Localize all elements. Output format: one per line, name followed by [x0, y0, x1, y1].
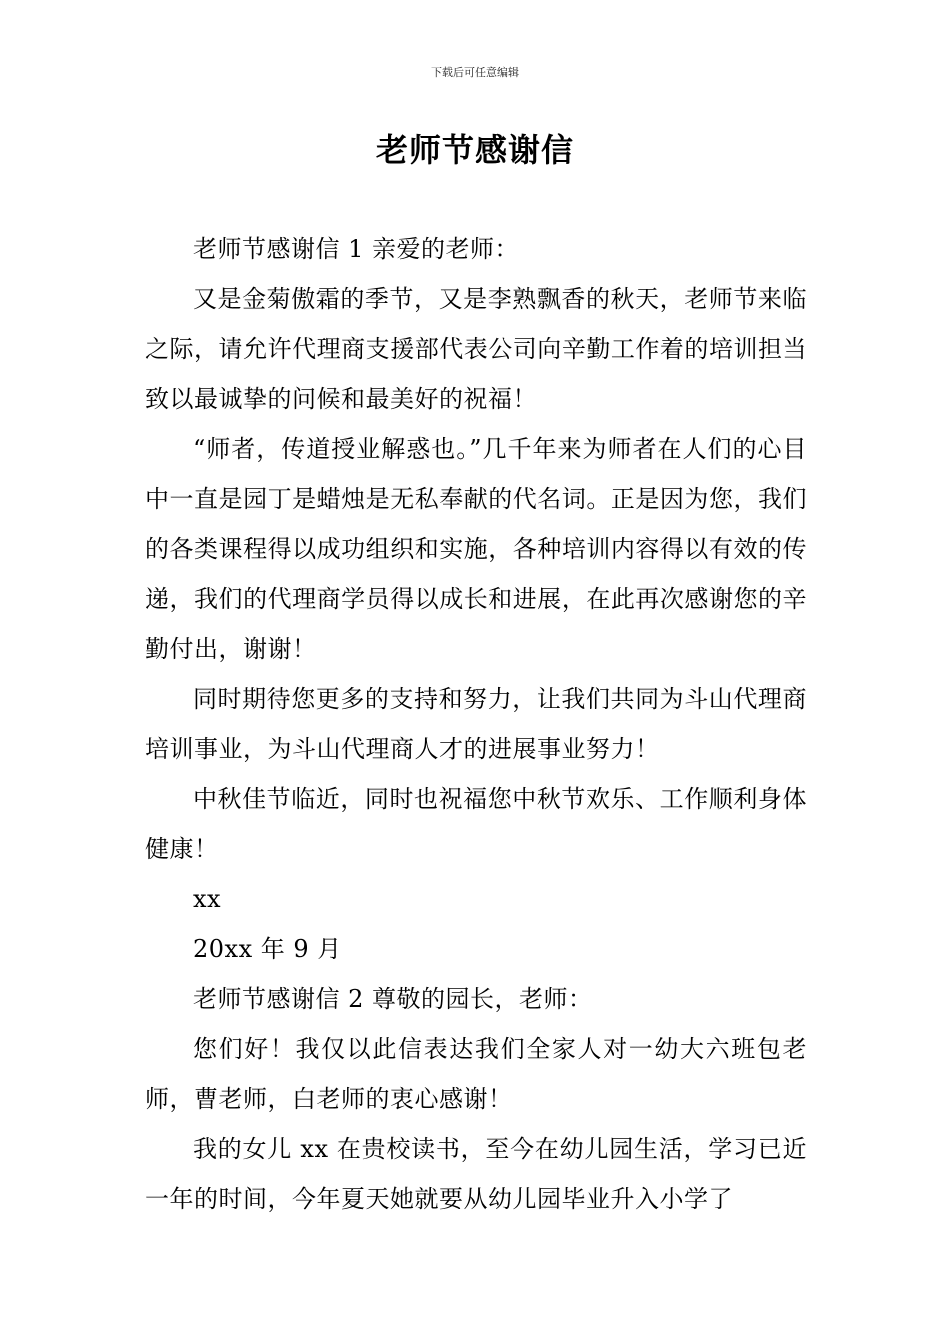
header-note: 下载后可任意编辑 — [431, 66, 519, 79]
paragraph-letter2-salutation: 老师节感谢信 2 尊敬的园长，老师： — [193, 985, 593, 1013]
paragraph-letter1-tribute: “师者，传道授业解惑也。”几千年来为师者在人们的心目中一直是园丁是蜡烛是无私奉献的代名词。正是因为您，我们的各类课程得以成功组织和实施，各种培训内容得以有效的传递，我们的代理商学员得以成长和进展，在此再次感谢您的辛勤付出，谢谢！ — [145, 435, 807, 663]
document-body — [145, 224, 807, 1224]
paragraph-letter1-greeting: 又是金菊傲霜的季节，又是李熟飘香的秋天，老师节来临之际，请允许代理商支援部代表公司向辛勤工作着的培训担当致以最诚挚的问候和最美好的祝福！ — [145, 285, 807, 413]
paragraph-letter1-salutation: 老师节感谢信 1 亲爱的老师： — [193, 235, 520, 263]
paragraph-letter1-signature: xx — [193, 885, 222, 913]
paragraph-letter2-body: 我的女儿 xx 在贵校读书，至今在幼儿园生活，学习已近一年的时间，今年夏天她就要从幼儿园毕业升入小学了 — [145, 1135, 807, 1213]
paragraph-letter2-greeting: 您们好！我仅以此信表达我们全家人对一幼大六班包老师，曹老师，白老师的衷心感谢！ — [145, 1035, 807, 1113]
paragraph-letter1-date: 20xx 年 9 月 — [193, 935, 342, 963]
paragraph-letter1-hope: 同时期待您更多的支持和努力，让我们共同为斗山代理商培训事业，为斗山代理商人才的进展事业努力！ — [145, 685, 807, 763]
document-title: 老师节感谢信 — [375, 131, 574, 169]
paragraph-letter1-wishes: 中秋佳节临近，同时也祝福您中秋节欢乐、工作顺利身体健康！ — [145, 785, 807, 863]
